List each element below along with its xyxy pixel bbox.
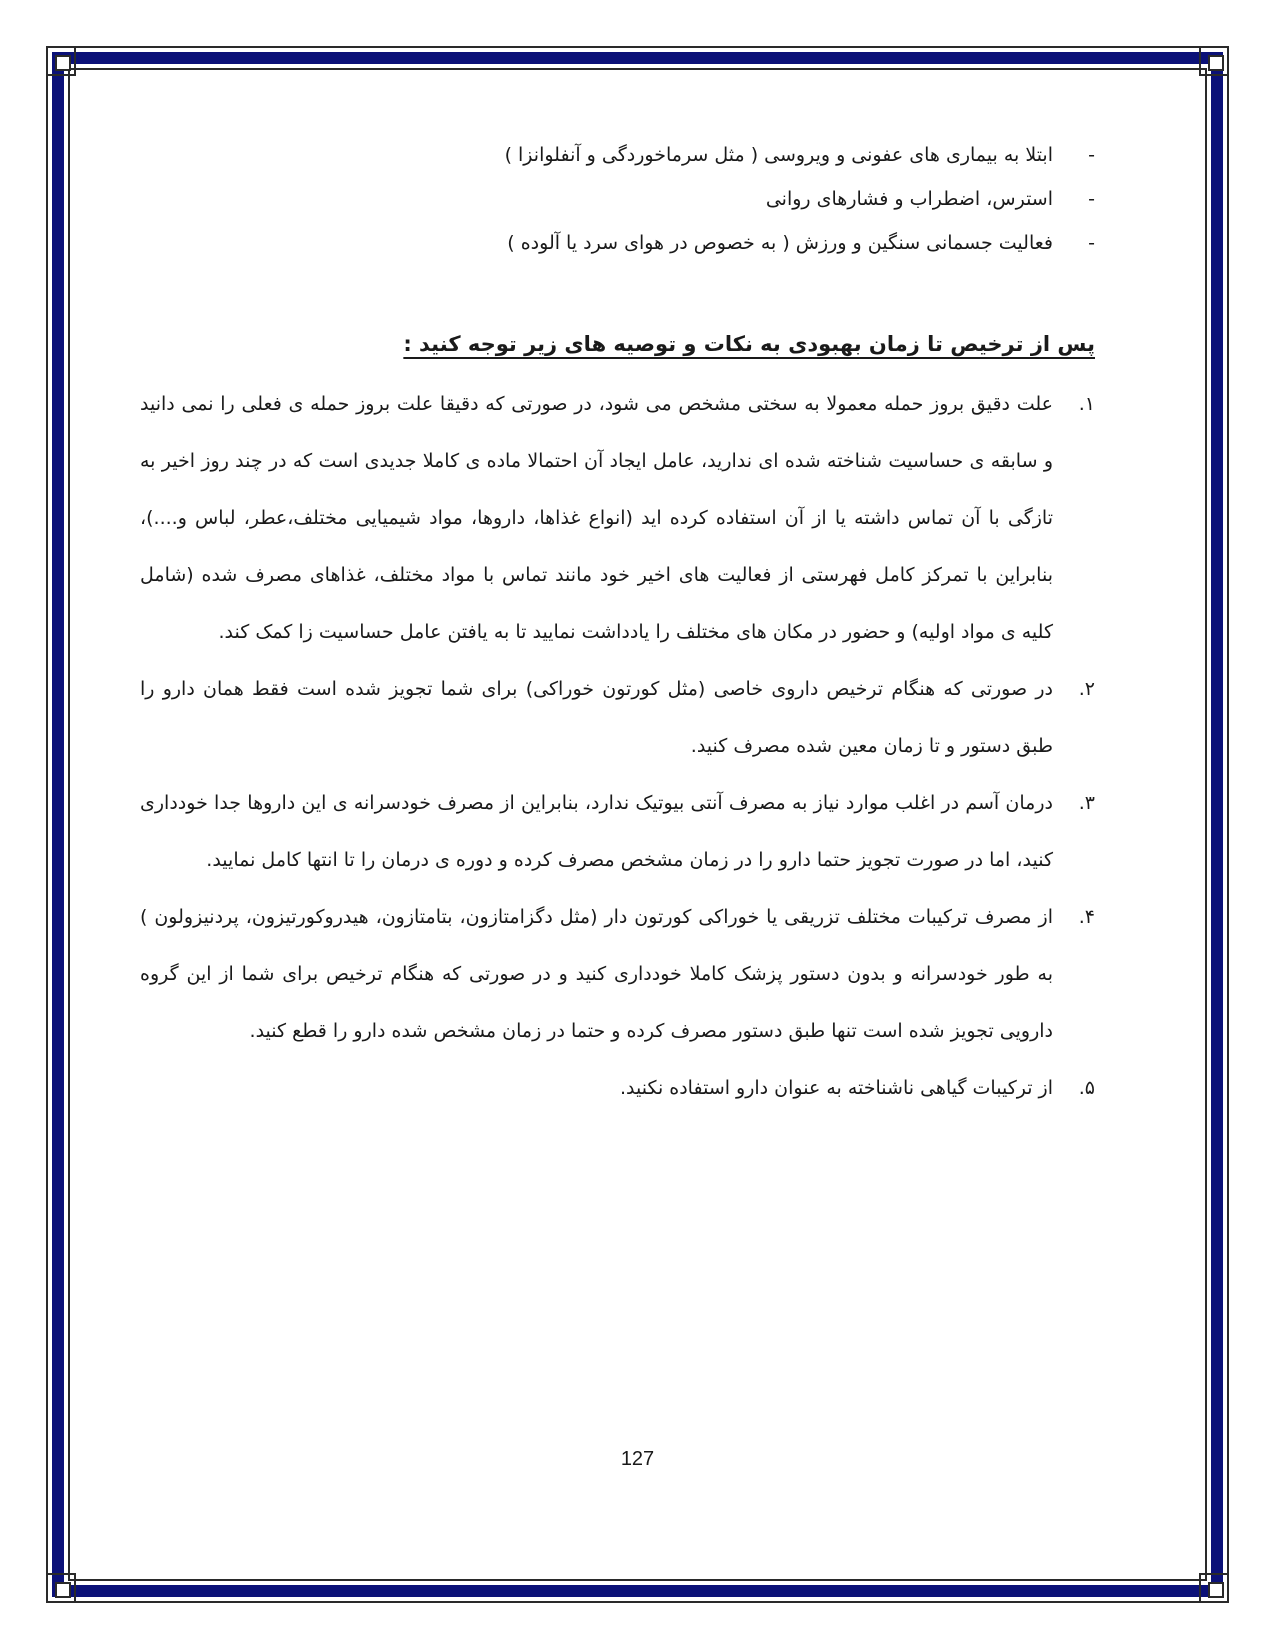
recommendation-item bbox=[140, 889, 1095, 1060]
recommendation-item bbox=[140, 661, 1095, 775]
bullet-marker: - bbox=[1088, 188, 1095, 210]
bullet-text: فعالیت جسمانی سنگین و ورزش ( به خصوص در هوای سرد یا آلوده ) bbox=[507, 232, 1053, 254]
bullet-marker: - bbox=[1088, 232, 1095, 254]
trigger-bullet-list bbox=[140, 140, 1095, 258]
item-text: از ترکیبات گیاهی ناشناخته به عنوان دارو استفاده نکنید. bbox=[619, 1077, 1053, 1099]
item-text: در صورتی که هنگام ترخیص داروی خاصی (مثل کورتون خوراکی) برای شما تجویز شده است فقط همان دارو را طبق دستور و تا زمان معین شده مصرف کنید. bbox=[140, 678, 1053, 757]
item-number: ۳. bbox=[1078, 792, 1095, 814]
recommendation-item bbox=[140, 775, 1095, 889]
bullet-marker: - bbox=[1088, 144, 1095, 166]
corner-ornament-bottom-left bbox=[46, 1573, 76, 1603]
bullet-text: ابتلا به بیماری های عفونی و ویروسی ( مثل سرماخوردگی و آنفلوانزا ) bbox=[504, 144, 1053, 166]
item-number: ۵. bbox=[1078, 1077, 1095, 1099]
corner-ornament-bottom-right bbox=[1199, 1573, 1229, 1603]
bullet-item bbox=[140, 228, 1095, 258]
corner-ornament-top-left bbox=[46, 46, 76, 76]
section-heading: پس از ترخیص تا زمان بهبودی به نکات و توصیه های زیر توجه کنید : bbox=[403, 332, 1095, 356]
item-text: از مصرف ترکیبات مختلف تزریقی یا خوراکی کورتون دار (مثل دگزامتازون، بتامتازون، هیدروکورتیزون، پردنیزولون ) به طور خودسرانه و بدون دستور پزشک کاملا خودداری کنید و در صورتی که هنگام ترخیص برای شما از این گروه دارویی تجویز شده است تنها طبق دستور مصرف کرده و حتما در زمان مشخص شده دارو را قطع کنید. bbox=[140, 906, 1053, 1042]
item-text: درمان آسم در اغلب موارد نیاز به مصرف آنتی بیوتیک ندارد، بنابراین از مصرف خودسرانه ی این داروها جدا خودداری کنید، اما در صورت تجویز حتما دارو را در زمان مشخص مصرف کرده و دوره ی درمان را تا انتها کامل نمایید. bbox=[140, 792, 1053, 871]
item-number: ۱. bbox=[1078, 393, 1095, 415]
item-text: علت دقیق بروز حمله معمولا به سختی مشخص می شود، در صورتی که دقیقا علت بروز حمله ی فعلی را نمی دانید و سابقه ی حساسیت شناخته شده ای ندارید، عامل ایجاد آن احتمالا ماده ی کاملا جدیدی است که در چند روز اخیر به تازگی با آن تماس داشته یا از آن استفاده کرده اید (انواع غذاها، داروها، مواد شیمیایی مختلف،عطر، لباس و....)، بنابراین با تمرکز کامل فهرستی از فعالیت های اخیر خود مانند تماس با مواد مختلف، غذاهای مصرف شده (شامل کلیه ی مواد اولیه) و حضور در مکان های مختلف را یادداشت نمایید تا به یافتن عامل حساسیت زا کمک کند. bbox=[140, 393, 1053, 643]
bullet-item bbox=[140, 140, 1095, 170]
page-number: 127 bbox=[620, 1448, 655, 1470]
recommendation-item bbox=[140, 1060, 1095, 1117]
bullet-text: استرس، اضطراب و فشارهای روانی bbox=[765, 188, 1053, 210]
bullet-item bbox=[140, 184, 1095, 214]
item-number: ۲. bbox=[1078, 678, 1095, 700]
item-number: ۴. bbox=[1078, 906, 1095, 928]
page-content bbox=[140, 140, 1095, 1117]
corner-ornament-top-right bbox=[1199, 46, 1229, 76]
recommendation-list bbox=[140, 376, 1095, 1117]
recommendation-item bbox=[140, 376, 1095, 661]
